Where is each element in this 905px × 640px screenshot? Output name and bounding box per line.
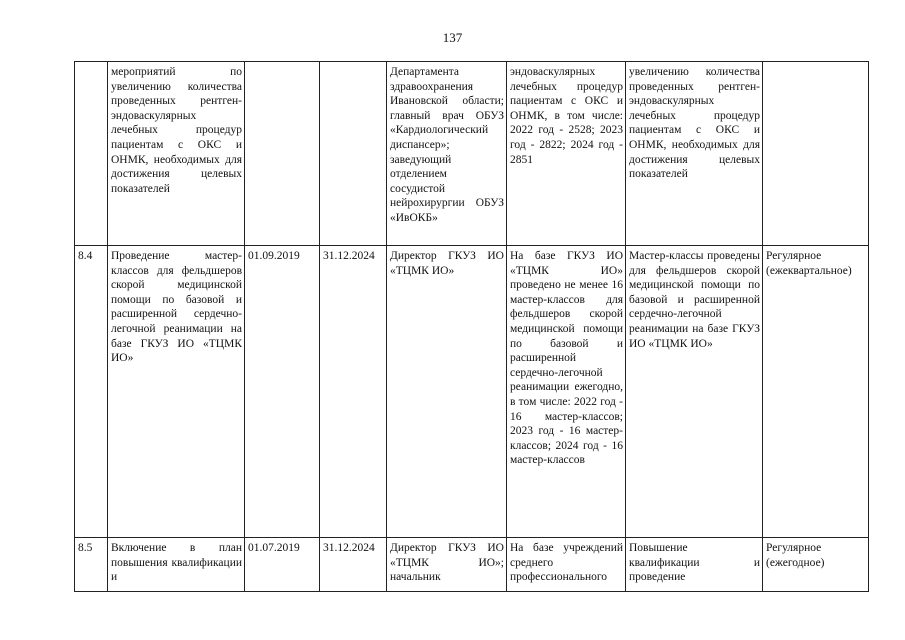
cell-start-date [245, 62, 320, 246]
cell-start-date: 01.09.2019 [245, 246, 320, 538]
table-row [75, 246, 869, 538]
cell-end-date: 31.12.2024 [320, 538, 387, 592]
table-row [75, 538, 869, 592]
cell-responsible: Директор ГКУЗ ИО «ТЦМК ИО» [387, 246, 507, 538]
cell-action: мероприятий по увеличению количества проведенных рентген-эндоваскулярных лечебных процедур пациентам с ОКС и ОНМК, необходимых для достижения целевых показателей [108, 62, 245, 246]
cell-periodicity: Регулярное (ежеквартальное) [763, 246, 869, 538]
cell-indicator: увеличению количества проведенных рентген-эндоваскулярных лечебных процедур пациентам с ОКС и ОНМК, необходимых для достижения целевых показателей [626, 62, 763, 246]
cell-end-date: 31.12.2024 [320, 246, 387, 538]
cell-number [75, 62, 108, 246]
cell-responsible: Департамента здравоохранения Ивановской области; главный врач ОБУЗ «Кардиологический диспансер»; заведующий отделением сосудистой нейрохирургии ОБУЗ «ИвОКБ» [387, 62, 507, 246]
cell-action: Включение в план повышения квалификации и [108, 538, 245, 592]
cell-number: 8.5 [75, 538, 108, 592]
cell-indicator: Мастер-классы проведены для фельдшеров скорой медицинской помощи по базовой и расширенной сердечно-легочной реанимации на базе ГКУЗ ИО «ТЦМК ИО» [626, 246, 763, 538]
cell-indicator: Повышение квалификации и проведение [626, 538, 763, 592]
cell-result: эндоваскулярных лечебных процедур пациентам с ОКС и ОНМК, в том числе: 2022 год - 2528; 2023 год - 2822; 2024 год - 2851 [507, 62, 626, 246]
cell-result: На базе ГКУЗ ИО «ТЦМК ИО» проведено не менее 16 мастер-классов для фельдшеров скорой медицинской помощи по базовой и расширенной сердечно-легочной реанимации ежегодно, в том числе: 2022 год - 16 мастер-классов; 2023 год - 16 мастер-классов; 2024 год - 16 мастер-классов [507, 246, 626, 538]
cell-number: 8.4 [75, 246, 108, 538]
action-plan-table [74, 61, 869, 592]
cell-responsible: Директор ГКУЗ ИО «ТЦМК ИО»; начальник [387, 538, 507, 592]
table-row [75, 62, 869, 246]
cell-periodicity: Регулярное (ежегодное) [763, 538, 869, 592]
cell-start-date: 01.07.2019 [245, 538, 320, 592]
cell-result: На базе учреждений среднего профессионального [507, 538, 626, 592]
cell-action: Проведение мастер-классов для фельдшеров скорой медицинской помощи по базовой и расширенной сердечно-легочной реанимации на базе ГКУЗ ИО «ТЦМК ИО» [108, 246, 245, 538]
cell-end-date [320, 62, 387, 246]
page-number: 137 [442, 30, 463, 45]
cell-periodicity [763, 62, 869, 246]
